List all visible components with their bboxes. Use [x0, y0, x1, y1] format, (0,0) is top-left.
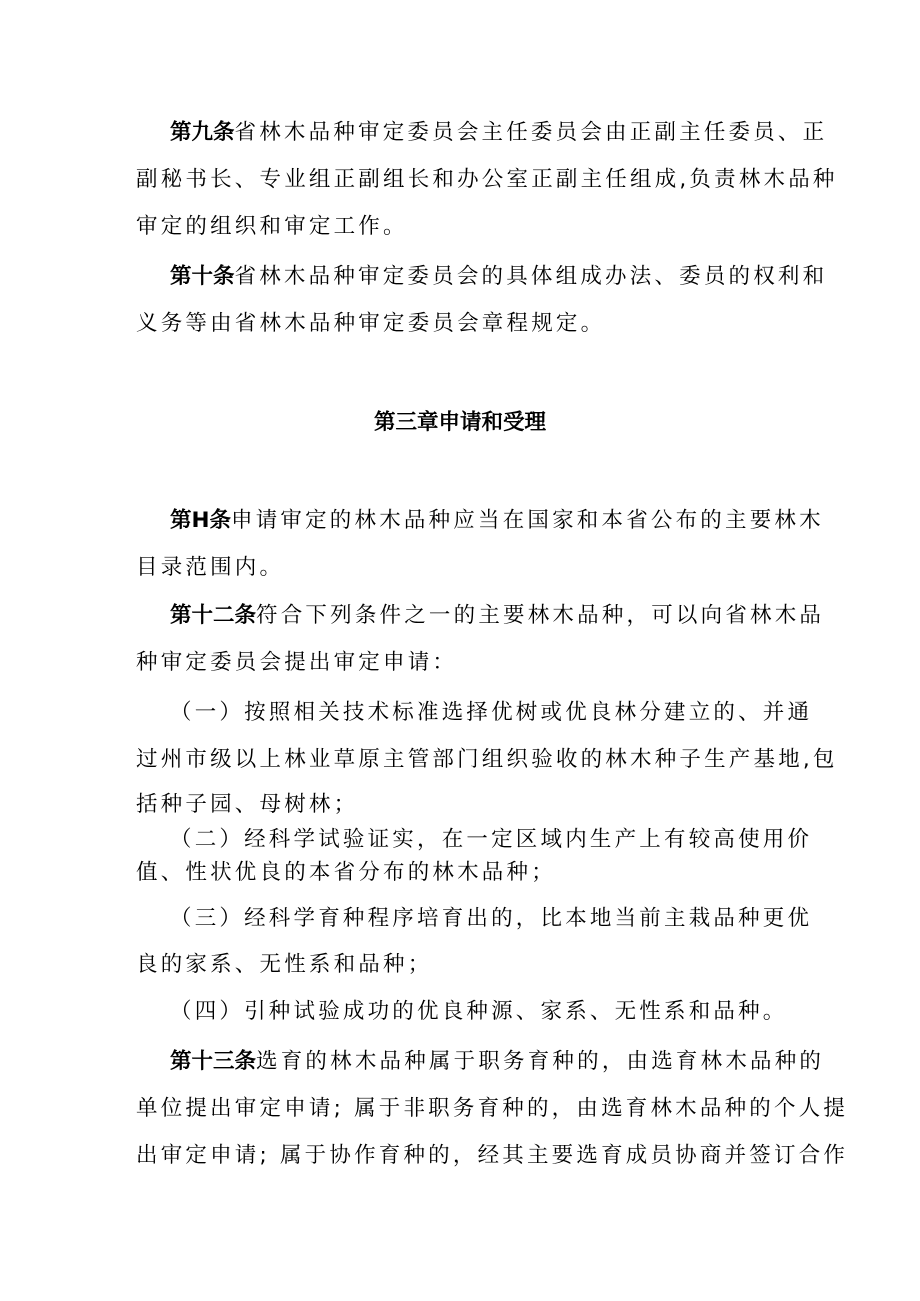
- article-12-item-4-line-1: （四）引种试验成功的优良种源、家系、无性系和品种。: [170, 999, 788, 1024]
- article-11-text-1: 申请审定的林木品种应当在国家和本省公布的主要林木: [231, 508, 824, 533]
- article-9-label: 第九条: [170, 120, 235, 145]
- article-13-line-3: 出审定申请; 属于协作育种的，经其主要选育成员协商并签订合作: [136, 1143, 849, 1168]
- chapter-heading: 第三章申请和受理: [373, 410, 546, 435]
- article-12-item-3-line-2: 良的家系、无性系和品种；: [136, 952, 433, 977]
- article-11-line-2: 目录范围内。: [136, 555, 285, 580]
- article-12-text-1: 符合下列条件之一的主要林木品种，可以向省林木品: [256, 603, 825, 628]
- article-13-line-2: 单位提出审定申请; 属于非职务育种的，由选育林木品种的个人提: [136, 1096, 849, 1121]
- article-10-line-2: 义务等由省林木品种审定委员会章程规定。: [136, 311, 606, 336]
- article-12-label: 第十二条: [170, 603, 257, 628]
- article-9-line-1: [170, 118, 828, 148]
- article-9-text-1: 省林木品种审定委员会主任委员会由正副主任委员、正: [234, 120, 828, 145]
- article-11-line-1: [170, 506, 824, 536]
- article-12-line-1: [170, 601, 825, 631]
- article-12-item-3-line-1: （三）经科学育种程序培育出的，比本地当前主栽品种更优: [170, 906, 813, 931]
- article-12-item-1-line-3: 括种子园、母树林；: [136, 792, 359, 817]
- article-10-label: 第十条: [170, 264, 235, 289]
- article-12-line-2: 种审定委员会提出审定申请：: [136, 650, 458, 675]
- article-12-item-2-line-2: 值、性状优良的本省分布的林木品种；: [136, 860, 556, 885]
- article-12-item-1-line-1: （一）按照相关技术标准选择优树或优良林分建立的、并通: [170, 700, 813, 725]
- article-9-line-2: 副秘书长、专业组正副组长和办公室正副主任组成,负责林木品种: [136, 167, 838, 192]
- article-13-label: 第十三条: [170, 1049, 257, 1074]
- article-10-line-1: [170, 262, 828, 292]
- article-10-text-1: 省林木品种审定委员会的具体组成办法、委员的权利和: [234, 264, 828, 289]
- article-13-text-1: 选育的林木品种属于职务育种的，由选育林木品种的: [256, 1049, 825, 1074]
- article-9-line-3: 审定的组织和审定工作。: [136, 214, 408, 239]
- article-11-label: 第H条: [170, 508, 231, 533]
- article-12-item-2-line-1: （二）经科学试验证实，在一定区域内生产上有较高使用价: [170, 827, 813, 852]
- article-12-item-1-line-2: 过州市级以上林业草原主管部门组织验收的林木种子生产基地,包: [136, 747, 838, 772]
- article-13-line-1: [170, 1047, 825, 1077]
